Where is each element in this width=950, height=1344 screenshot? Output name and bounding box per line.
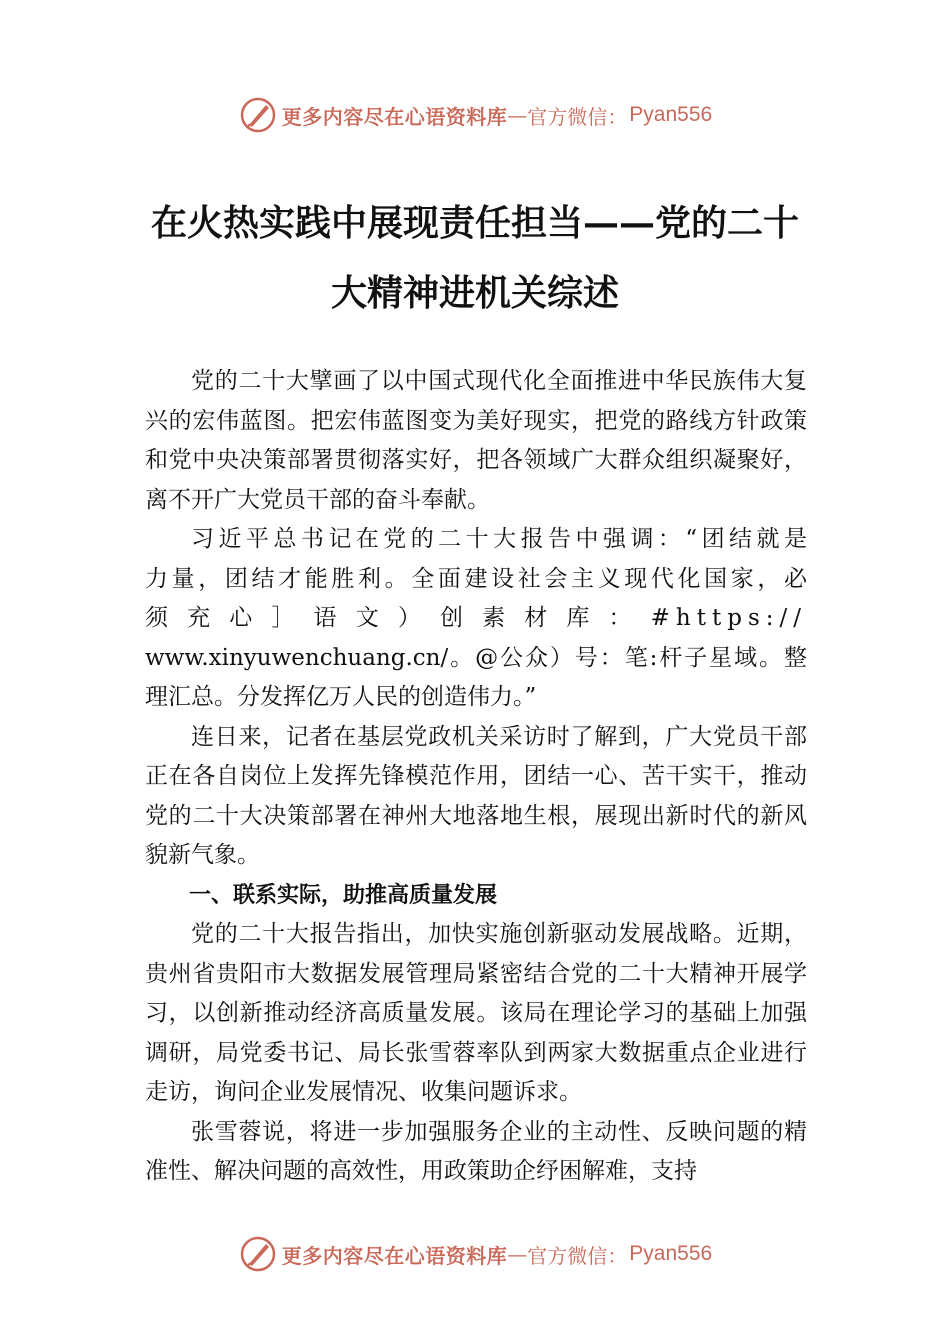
- page-title: [110, 188, 840, 328]
- section1-paragraph-2: 张雪蓉说，将进一步加强服务企业的主动性、反映问题的精准性、解决问题的高效性，用政策助企纾困解难，支持: [145, 1118, 807, 1184]
- watermark-wechat-id: Pyan556: [629, 1242, 713, 1265]
- footer-watermark: [0, 1231, 950, 1277]
- quote-line-4: www.xinyuwenchuang.cn/。@公众）号：笔:杆子星域。整: [145, 644, 807, 671]
- title-line-1: 在火热实践中展现责任担当——党的二十: [150, 202, 799, 244]
- watermark-wechat-id: Pyan556: [629, 103, 713, 126]
- watermark-main-text: 更多内容尽在心语资料库: [281, 104, 508, 129]
- watermark-main-text: 更多内容尽在心语资料库: [281, 1243, 508, 1268]
- paragraph-intro: 党的二十大擘画了以中国式现代化全面推进中华民族伟大复兴的宏伟蓝图。把宏伟蓝图变为美好现实，把党的路线方针政策和党中央决策部署贯彻落实好，把各领域广大群众组织凝聚好，离不开广大党员干部的奋斗奉献。: [145, 368, 807, 513]
- quote-line-5: 理汇总。分发挥亿万人民的创造伟力。”: [145, 684, 537, 710]
- quote-line-1: 习近平总书记在党的二十大报告中强调：“团结就是: [191, 526, 807, 552]
- watermark-dash: —: [507, 103, 528, 127]
- paragraph-reporting: 连日来，记者在基层党政机关采访时了解到，广大党员干部正在各自岗位上发挥先锋模范作用，团结一心、苦干实干，推动党的二十大决策部署在神州大地落地生根，展现出新时代的新风貌新气象。: [145, 723, 807, 868]
- section-heading-1: 一、联系实际，助推高质量发展: [189, 882, 498, 908]
- quill-logo-icon: [238, 95, 278, 135]
- paragraph-quote: [145, 520, 807, 718]
- watermark-sub-text: 官方微信：: [527, 104, 628, 129]
- quill-logo-icon: [238, 1234, 278, 1274]
- quote-line-2: 力量，团结才能胜利。全面建设社会主义现代化国家，必: [145, 565, 807, 592]
- article-body: [145, 362, 807, 1192]
- watermark-sub-text: 官方微信：: [527, 1243, 628, 1268]
- header-watermark: [0, 92, 950, 138]
- quote-line-3: 须充心］语文）创素材库：#https://: [145, 605, 807, 631]
- watermark-dash: —: [507, 1242, 528, 1266]
- title-line-2: 大精神进机关综述: [330, 272, 619, 314]
- section1-paragraph-1: 党的二十大报告指出，加快实施创新驱动发展战略。近期，贵州省贵阳市大数据发展管理局紧密结合党的二十大精神开展学习，以创新推动经济高质量发展。该局在理论学习的基础上加强调研，局党委书记、局长张雪蓉率队到两家大数据重点企业进行走访，询问企业发展情况、收集问题诉求。: [145, 921, 807, 1105]
